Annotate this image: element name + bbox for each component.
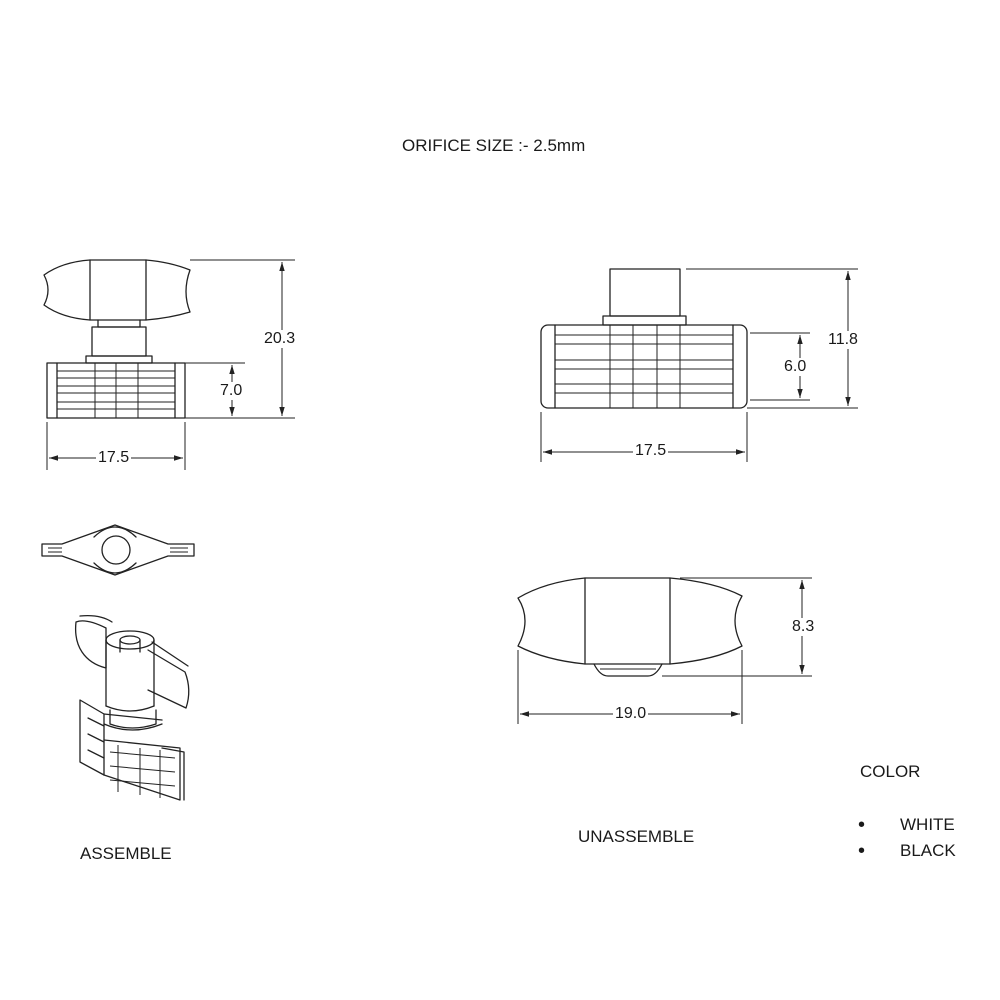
color-option-black: • BLACK [858,838,956,864]
dim-assembled-base-height: 7.0 [220,382,243,399]
assemble-caption: ASSEMBLE [80,844,172,863]
unassembled-cap-view [518,578,812,724]
color-title: COLOR [860,762,921,781]
assembled-isometric-view [76,616,189,800]
dim-unassembled-overall-height: 11.8 [828,331,858,348]
dim-cap-height: 8.3 [792,618,815,635]
assembled-top-view [42,525,194,575]
unassembled-base-view [541,269,858,462]
unassemble-caption: UNASSEMBLE [578,827,695,846]
assembled-front-view [44,260,295,470]
dim-assembled-base-width: 17.5 [98,449,130,466]
dim-unassembled-inner-height: 6.0 [784,358,807,375]
orifice-size-label: ORIFICE SIZE :- 2.5mm [402,136,586,155]
color-option-white: • WHITE [858,812,956,838]
dim-unassembled-base-width: 17.5 [635,442,667,459]
dim-assembled-overall-height: 20.3 [264,330,296,347]
color-options-list [858,812,956,864]
dim-cap-width: 19.0 [615,705,647,722]
